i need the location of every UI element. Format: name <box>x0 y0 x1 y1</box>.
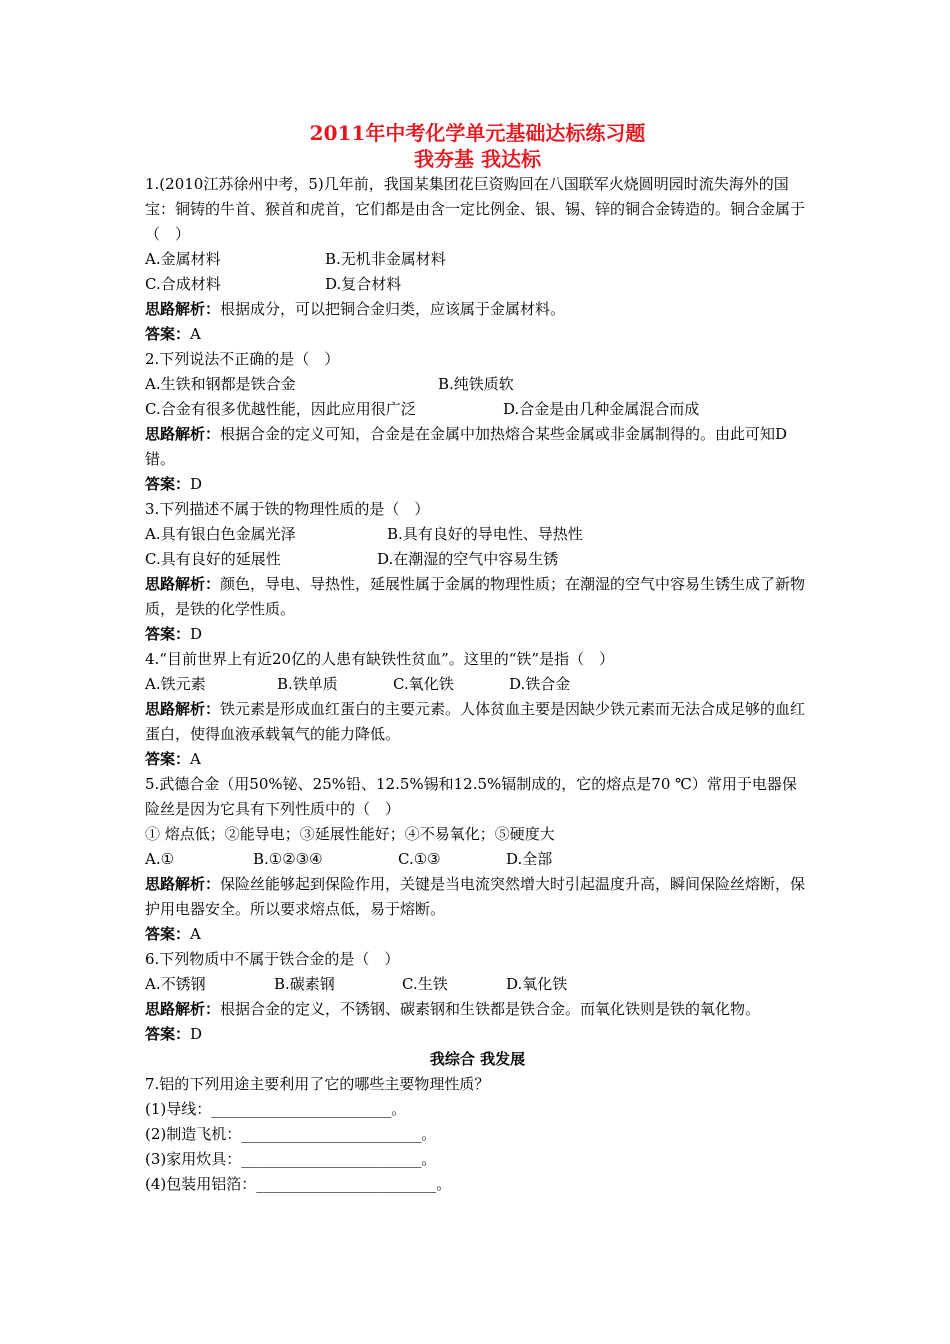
analysis-label: 思路解析： <box>145 425 221 443</box>
question-3-answer <box>145 622 810 647</box>
question-4-answer <box>145 747 810 772</box>
answer-label: 答案： <box>145 750 191 768</box>
answer-label: 答案： <box>145 1025 191 1043</box>
question-6-analysis <box>145 997 810 1022</box>
option-b: B.无机非金属材料 <box>325 250 446 268</box>
document-page <box>145 120 810 1197</box>
option-a: A.金属材料 <box>145 250 221 268</box>
option-a: A.具有银白色金属光泽 <box>145 525 296 543</box>
analysis-label: 思路解析： <box>145 875 221 893</box>
question-7-item: (3)家用炊具：________________________。 <box>145 1150 437 1168</box>
option-d: D.氧化铁 <box>506 975 568 993</box>
analysis-text: 保险丝能够起到保险作用，关键是当电流突然增大时引起温度升高，瞬间保险丝熔断，保护用电器安全。所以要求熔点低，易于熔断。 <box>145 875 806 918</box>
question-5-properties: ① 熔点低；②能导电；③延展性能好；④不易氧化；⑤硬度大 <box>145 825 555 843</box>
analysis-label: 思路解析： <box>145 700 221 718</box>
option-d: D.全部 <box>506 850 553 868</box>
question-7-item: (1)导线：________________________。 <box>145 1100 407 1118</box>
question-2-analysis <box>145 422 810 472</box>
question-2-stem: 2.下列说法不正确的是（ ） <box>145 350 340 368</box>
question-2-options-row1 <box>145 372 810 397</box>
answer-value: D <box>190 1025 203 1043</box>
answer-label: 答案： <box>145 625 191 643</box>
question-7-item: (2)制造飞机：________________________。 <box>145 1125 437 1143</box>
section-heading: 我综合 我发展 <box>429 1050 526 1068</box>
question-2-answer <box>145 472 810 497</box>
answer-value: A <box>190 325 201 343</box>
question-7-item: (4)包装用铝箔：________________________。 <box>145 1175 452 1193</box>
analysis-label: 思路解析： <box>145 575 221 593</box>
question-5-stem: 5.武德合金（用50%铋、25%铅、12.5%锡和12.5%镉制成的，它的熔点是70 ℃）常用于电器保险丝是因为它具有下列性质中的（ ） <box>145 775 797 818</box>
answer-label: 答案： <box>145 925 191 943</box>
analysis-text: 根据成分，可以把铜合金归类，应该属于金属材料。 <box>220 300 566 318</box>
option-a: A.生铁和钢都是铁合金 <box>145 375 296 393</box>
option-d: D.合金是由几种金属混合而成 <box>503 400 700 418</box>
analysis-text: 根据合金的定义，不锈钢、碳素钢和生铁都是铁合金。而氧化铁则是铁的氧化物。 <box>220 1000 761 1018</box>
question-4-options <box>145 672 810 697</box>
question-7-stem: 7.铝的下列用途主要利用了它的哪些主要物理性质？ <box>145 1075 490 1093</box>
option-b: B.①②③④ <box>253 850 323 868</box>
answer-value: D <box>190 625 203 643</box>
answer-value: D <box>190 475 203 493</box>
question-1-answer <box>145 322 810 347</box>
question-6-stem: 6.下列物质中不属于铁合金的是（ ） <box>145 950 400 968</box>
option-c: C.①③ <box>398 850 441 868</box>
question-1-analysis <box>145 297 810 322</box>
question-1-options-row2 <box>145 272 810 297</box>
question-4-stem: 4.“目前世界上有近20亿的人患有缺铁性贫血”。这里的“铁”是指（ ） <box>145 650 615 668</box>
option-b: B.铁单质 <box>277 675 338 693</box>
question-3-options-row2 <box>145 547 810 572</box>
question-6-options <box>145 972 810 997</box>
analysis-text: 铁元素是形成血红蛋白的主要元素。人体贫血主要是因缺少铁元素而无法合成足够的血红蛋白，使得血液承载氧气的能力降低。 <box>145 700 806 743</box>
analysis-label: 思路解析： <box>145 300 221 318</box>
option-a: A.铁元素 <box>145 675 206 693</box>
question-3-analysis <box>145 572 810 622</box>
question-5-answer <box>145 922 810 947</box>
option-c: C.生铁 <box>402 975 448 993</box>
question-4-analysis <box>145 697 810 747</box>
answer-label: 答案： <box>145 325 191 343</box>
answer-value: A <box>190 750 201 768</box>
option-c: C.氧化铁 <box>393 675 454 693</box>
question-5-analysis <box>145 872 810 922</box>
option-b: B.纯铁质软 <box>438 375 514 393</box>
question-2-options-row2 <box>145 397 810 422</box>
option-d: D.复合材料 <box>325 275 402 293</box>
option-d: D.在潮湿的空气中容易生锈 <box>377 550 559 568</box>
analysis-label: 思路解析： <box>145 1000 221 1018</box>
question-6-answer <box>145 1022 810 1047</box>
question-3-stem: 3.下列描述不属于铁的物理性质的是（ ） <box>145 500 430 518</box>
option-b: B.具有良好的导电性、导热性 <box>387 525 583 543</box>
question-1-options-row1 <box>145 247 810 272</box>
option-b: B.碳素钢 <box>274 975 335 993</box>
answer-label: 答案： <box>145 475 191 493</box>
option-c: C.合成材料 <box>145 275 221 293</box>
option-d: D.铁合金 <box>509 675 571 693</box>
option-c: C.具有良好的延展性 <box>145 550 281 568</box>
question-3-options-row1 <box>145 522 810 547</box>
question-5-options <box>145 847 810 872</box>
analysis-text: 颜色，导电、导热性，延展性属于金属的物理性质；在潮湿的空气中容易生锈生成了新物质，是铁的化学性质。 <box>145 575 806 618</box>
option-a: A.① <box>145 850 175 868</box>
analysis-text: 根据合金的定义可知，合金是在金属中加热熔合某些金属或非金属制得的。由此可知D错。 <box>145 425 788 468</box>
document-title: 2011年中考化学单元基础达标练习题 <box>309 121 646 145</box>
option-c: C.合金有很多优越性能，因此应用很广泛 <box>145 400 416 418</box>
question-1-stem: 1.(2010江苏徐州中考，5)几年前，我国某集团花巨资购回在八国联军火烧圆明园时流失海外的国宝：铜铸的牛首、猴首和虎首，它们都是由含一定比例金、银、锡、锌的铜合金铸造的。铜合金属于（ ） <box>145 175 806 243</box>
answer-value: A <box>190 925 201 943</box>
document-subtitle: 我夯基 我达标 <box>414 147 541 171</box>
option-a: A.不锈钢 <box>145 975 206 993</box>
